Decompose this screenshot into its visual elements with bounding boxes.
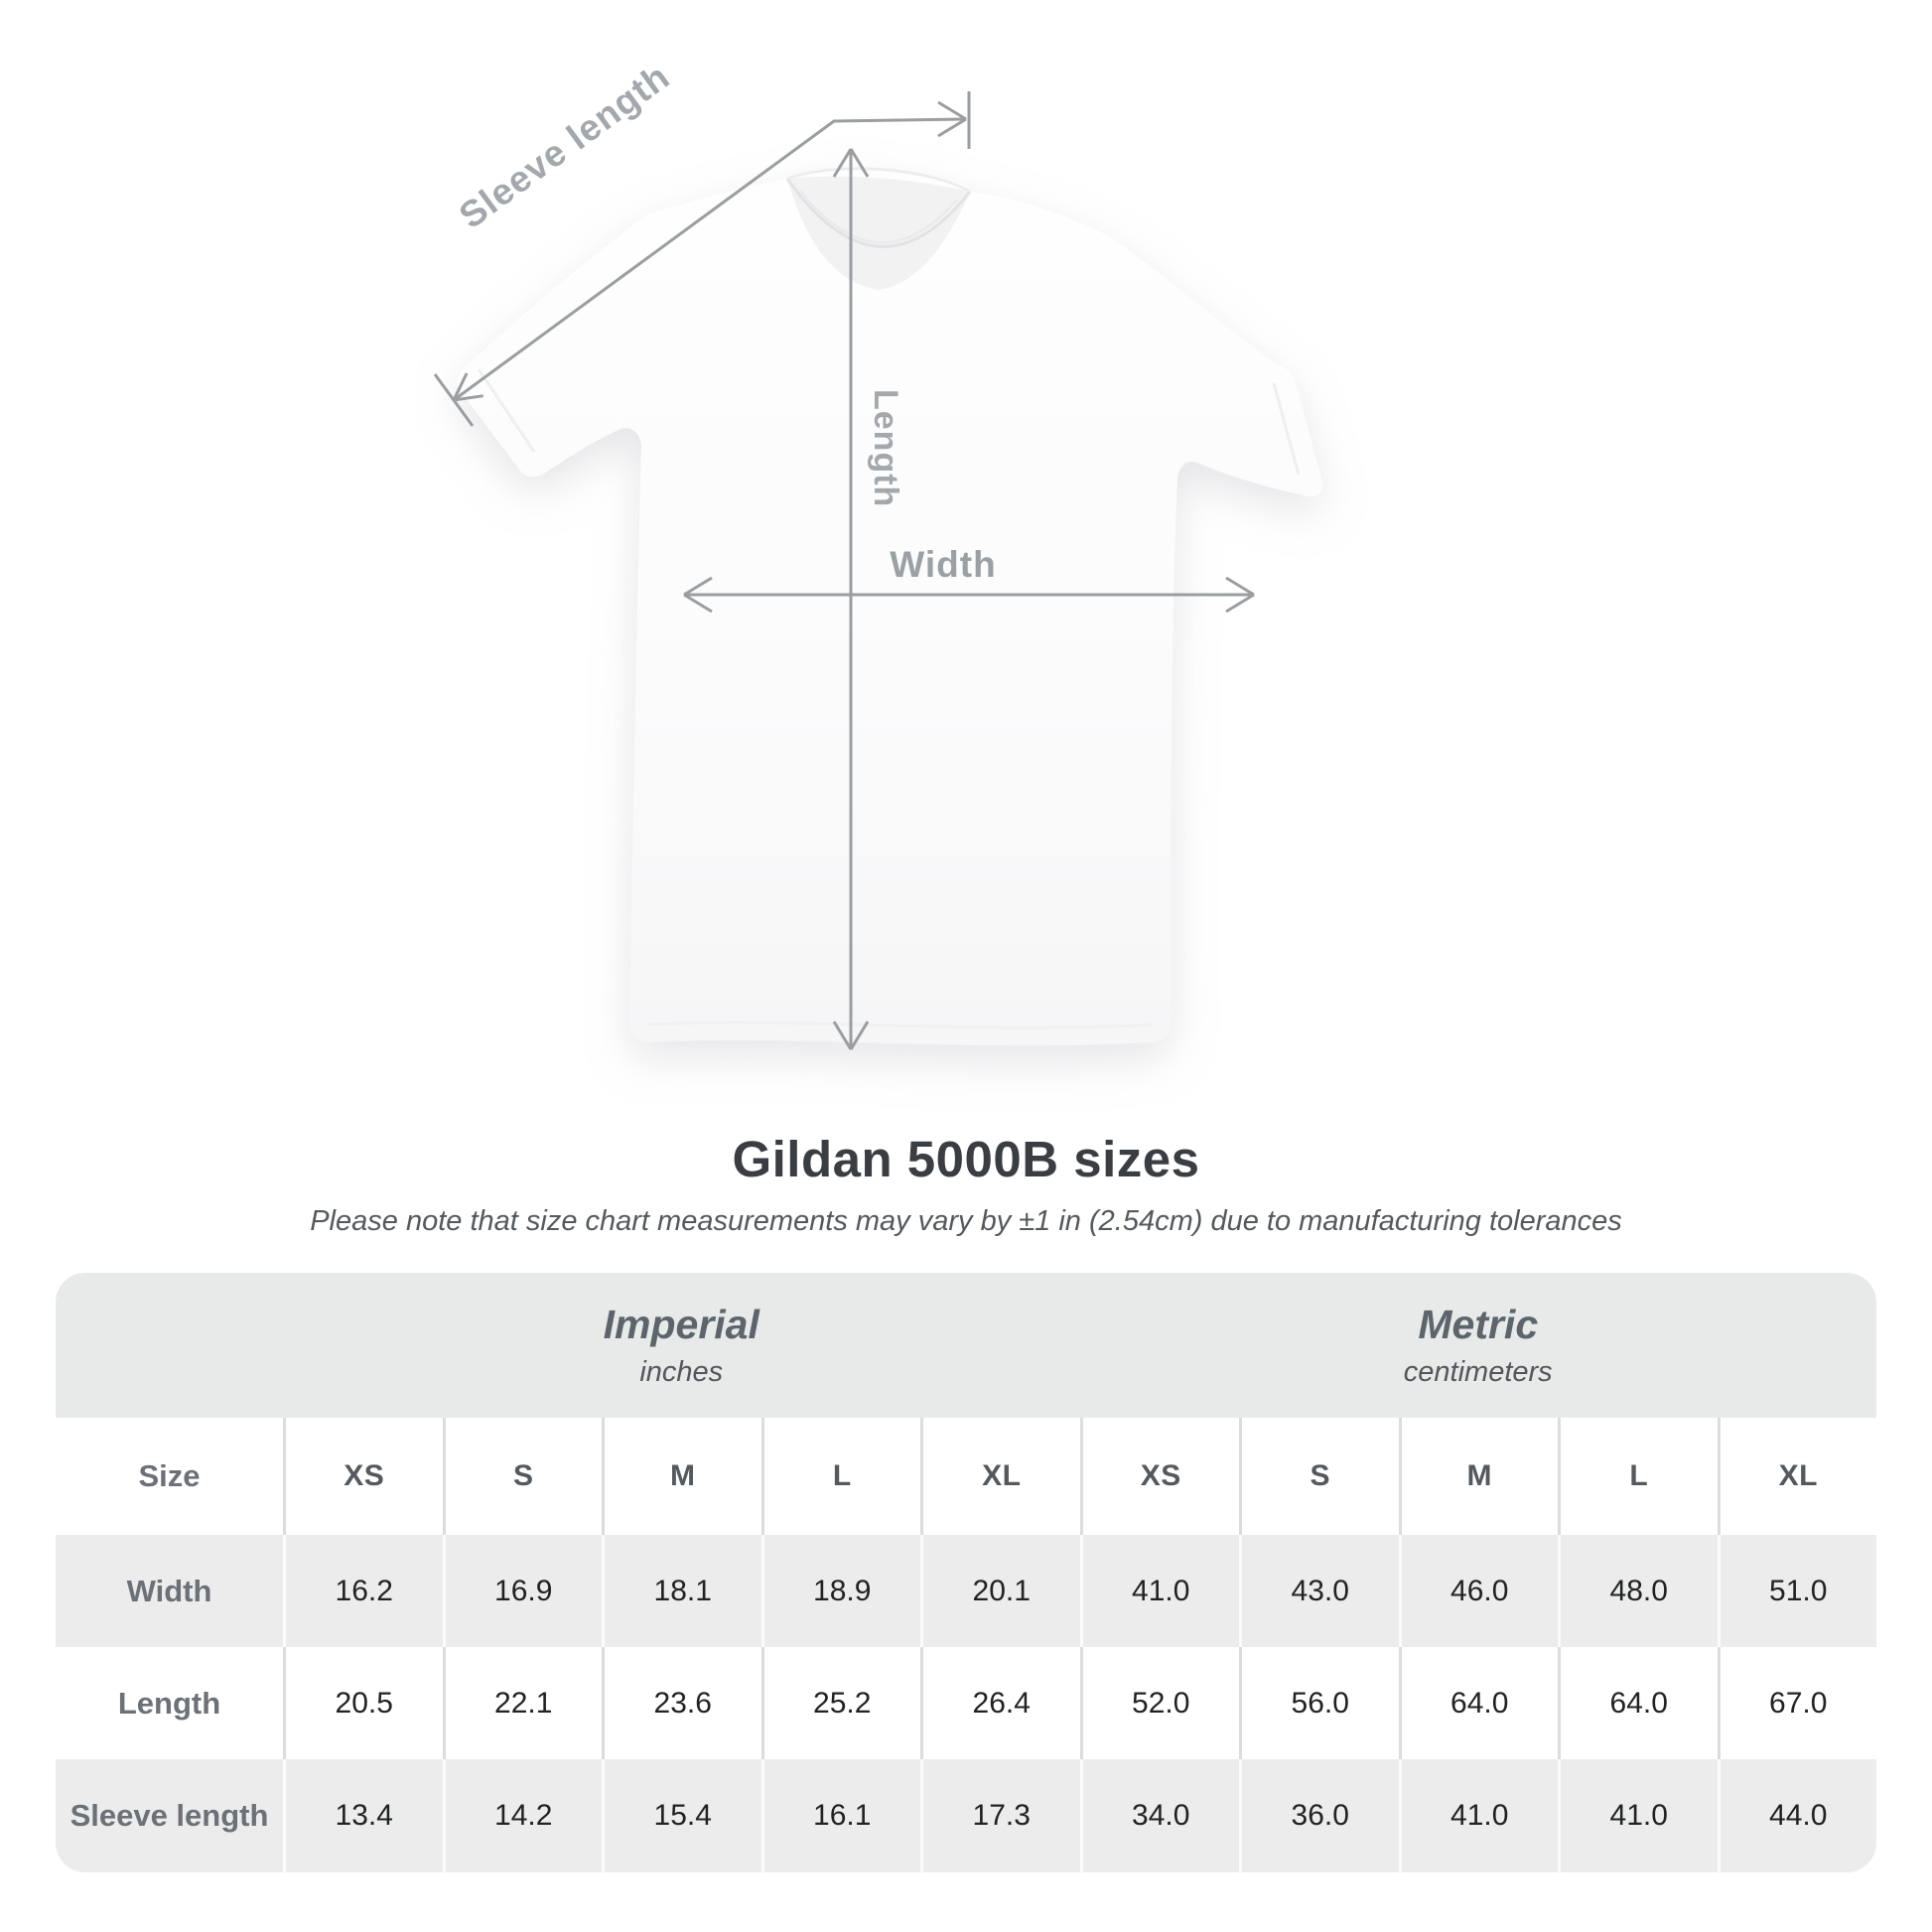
metric-header bbox=[1080, 1273, 1877, 1418]
size-chart-table bbox=[56, 1273, 1876, 1872]
unit-header-row bbox=[56, 1273, 1876, 1418]
size-col-header: M bbox=[1399, 1418, 1559, 1535]
value-cell: 23.6 bbox=[602, 1647, 761, 1759]
value-cell: 67.0 bbox=[1718, 1647, 1877, 1759]
value-cell: 48.0 bbox=[1558, 1535, 1718, 1647]
size-col-header: S bbox=[1239, 1418, 1399, 1535]
value-cell: 16.9 bbox=[443, 1535, 603, 1647]
table-row-sleeve-length bbox=[56, 1759, 1876, 1872]
value-cell: 64.0 bbox=[1399, 1647, 1559, 1759]
tolerance-note: Please note that size chart measurements may vary by ±1 in (2.54cm) due to manufacturing tolerances bbox=[310, 1205, 1622, 1237]
table-row-width bbox=[56, 1535, 1876, 1647]
value-cell: 14.2 bbox=[443, 1759, 603, 1872]
value-cell: 41.0 bbox=[1080, 1535, 1240, 1647]
value-cell: 15.4 bbox=[602, 1759, 761, 1872]
size-col-header: XL bbox=[920, 1418, 1080, 1535]
tshirt-shape bbox=[457, 169, 1322, 1045]
size-col-header: L bbox=[1558, 1418, 1718, 1535]
row-label: Sleeve length bbox=[69, 1798, 269, 1833]
value-cell: 16.2 bbox=[283, 1535, 443, 1647]
value-cell: 44.0 bbox=[1718, 1759, 1877, 1872]
size-col-header: XS bbox=[283, 1418, 443, 1535]
size-col-header: XL bbox=[1718, 1418, 1877, 1535]
value-cell: 16.1 bbox=[761, 1759, 921, 1872]
value-cell: 22.1 bbox=[443, 1647, 603, 1759]
value-cell: 52.0 bbox=[1080, 1647, 1240, 1759]
value-cell: 56.0 bbox=[1239, 1647, 1399, 1759]
value-cell: 43.0 bbox=[1239, 1535, 1399, 1647]
imperial-unit-label: inches bbox=[639, 1356, 724, 1389]
size-col-header: M bbox=[602, 1418, 761, 1535]
value-cell: 17.3 bbox=[920, 1759, 1080, 1872]
value-cell: 18.1 bbox=[602, 1535, 761, 1647]
size-column-title: Size bbox=[138, 1458, 201, 1493]
size-col-header: XS bbox=[1080, 1418, 1240, 1535]
value-cell: 51.0 bbox=[1718, 1535, 1877, 1647]
value-cell: 25.2 bbox=[761, 1647, 921, 1759]
row-label: Length bbox=[117, 1685, 221, 1721]
metric-label: Metric bbox=[1418, 1301, 1539, 1347]
imperial-label: Imperial bbox=[603, 1301, 759, 1347]
value-cell: 64.0 bbox=[1558, 1647, 1718, 1759]
width-label: Width bbox=[890, 544, 997, 585]
size-header-row bbox=[56, 1418, 1876, 1535]
value-cell: 13.4 bbox=[283, 1759, 443, 1872]
length-label: Length bbox=[867, 389, 904, 508]
metric-unit-label: centimeters bbox=[1403, 1356, 1553, 1389]
value-cell: 18.9 bbox=[761, 1535, 921, 1647]
value-cell: 34.0 bbox=[1080, 1759, 1240, 1872]
value-cell: 26.4 bbox=[920, 1647, 1080, 1759]
size-col-header: L bbox=[761, 1418, 921, 1535]
row-label: Width bbox=[126, 1573, 212, 1608]
page-title: Gildan 5000B sizes bbox=[732, 1131, 1200, 1187]
value-cell: 20.5 bbox=[283, 1647, 443, 1759]
table-row-length bbox=[56, 1647, 1876, 1759]
imperial-header bbox=[283, 1273, 1080, 1418]
value-cell: 36.0 bbox=[1239, 1759, 1399, 1872]
value-cell: 20.1 bbox=[920, 1535, 1080, 1647]
value-cell: 46.0 bbox=[1399, 1535, 1559, 1647]
value-cell: 41.0 bbox=[1558, 1759, 1718, 1872]
value-cell: 41.0 bbox=[1399, 1759, 1559, 1872]
size-col-header: S bbox=[443, 1418, 603, 1535]
sleeve-length-label: Sleeve length bbox=[452, 56, 677, 237]
